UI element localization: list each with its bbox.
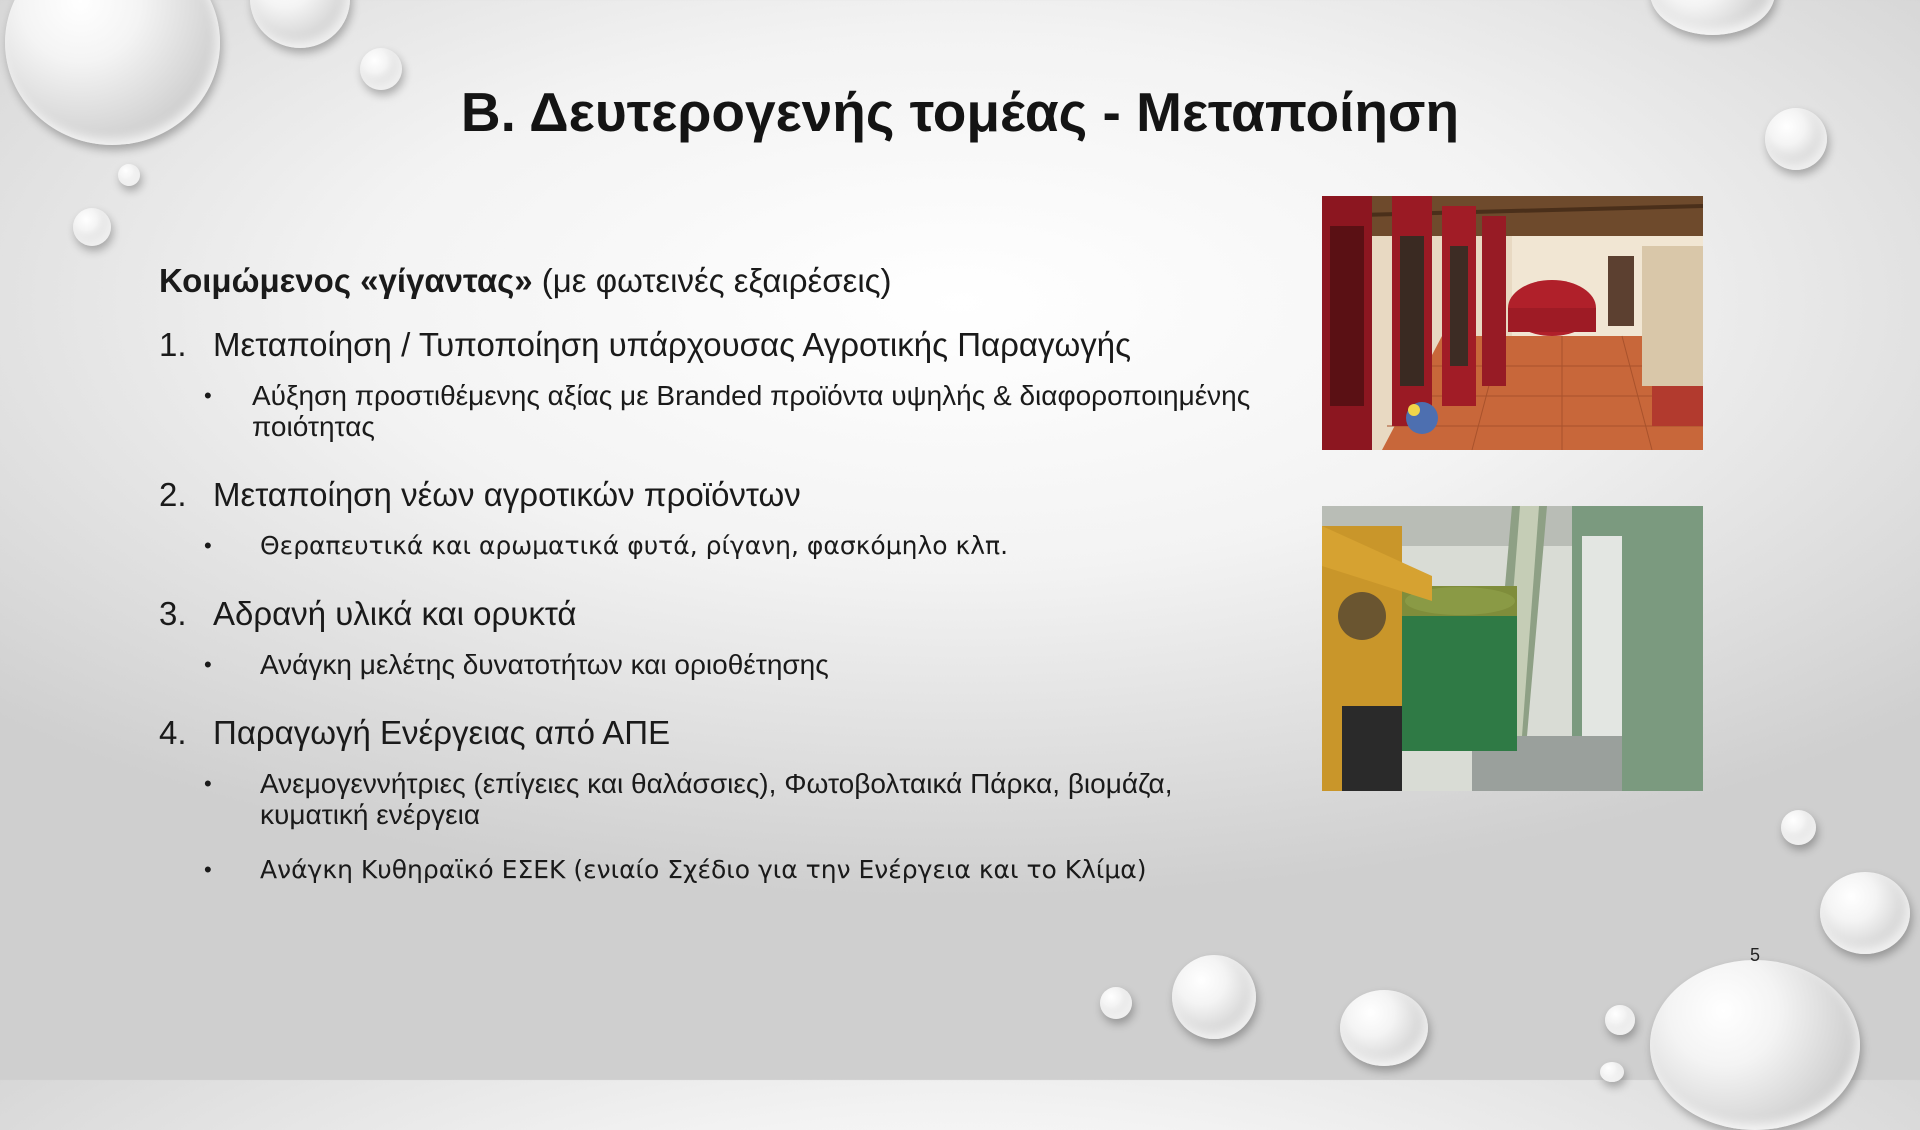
water-drop-decoration <box>250 0 350 48</box>
list-number: 4. <box>159 714 187 751</box>
water-drop-decoration <box>1100 987 1132 1019</box>
list-number: 2. <box>159 476 187 513</box>
sub-bullet-text: Αύξηση προστιθέμενης αξίας με Branded προϊόντα υψηλής & διαφοροποιημένης ποιότητας <box>252 380 1251 442</box>
water-drop-decoration <box>1820 872 1910 954</box>
list-number: 3. <box>159 595 187 632</box>
olive-processing-illustration <box>1322 506 1703 791</box>
sub-bullet <box>159 768 1279 830</box>
list-number: 1. <box>159 326 187 363</box>
water-drop-decoration <box>1650 960 1860 1130</box>
intro-bold: Κοιμώμενος «γίγαντας» <box>159 262 533 299</box>
list-item-3 <box>159 595 1279 633</box>
list-item-text: Αδρανή υλικά και ορυκτά <box>213 595 577 632</box>
list-item-4 <box>159 714 1279 752</box>
sub-bullet-text: Ανάγκη Κυθηραϊκό ΕΣΕΚ (ενιαίο Σχέδιο για την Ενέργεια και το Κλίμα) <box>260 855 1147 884</box>
sub-bullet <box>159 380 1279 442</box>
slide-body <box>159 262 1279 885</box>
bullet-icon: • <box>204 857 212 882</box>
slide-title: Β. Δευτερογενής τομέας - Μεταποίηση <box>460 81 1460 143</box>
list-item-2 <box>159 476 1279 514</box>
bullet-icon: • <box>204 533 212 558</box>
water-drop-decoration <box>1340 990 1428 1066</box>
sub-bullet-text: Ανεμογεννήτριες (επίγειες και θαλάσσιες), Φωτοβολταικά Πάρκα, βιομάζα, κυματική ενέργεια <box>260 768 1173 830</box>
list-item-text: Παραγωγή Ενέργειας από ΑΠΕ <box>213 714 671 751</box>
list-item-1 <box>159 326 1279 364</box>
olive-mill-photo <box>1322 196 1703 450</box>
intro-line <box>159 262 1279 300</box>
water-drop-decoration <box>1600 1062 1624 1082</box>
olive-processing-photo <box>1322 506 1703 791</box>
water-drop-decoration <box>118 164 140 186</box>
bullet-icon: • <box>204 383 212 408</box>
water-drop-decoration <box>1781 810 1816 845</box>
bullet-icon: • <box>204 771 212 796</box>
sub-bullet <box>159 854 1279 885</box>
bullet-icon: • <box>204 652 212 677</box>
list-item-text: Μεταποίηση νέων αγροτικών προϊόντων <box>213 476 801 513</box>
list-item-text: Μεταποίηση / Τυποποίηση υπάρχουσας Αγροτικής Παραγωγής <box>213 326 1131 363</box>
sub-bullet-text: Θεραπευτικά και αρωματικά φυτά, ρίγανη, φασκόμηλο κλπ. <box>260 531 1009 560</box>
page-number: 5 <box>1750 945 1761 965</box>
olive-mill-illustration <box>1322 196 1703 450</box>
water-drop-decoration <box>1172 955 1256 1039</box>
water-drop-decoration <box>1605 1005 1635 1035</box>
sub-bullet <box>159 530 1279 561</box>
sub-bullet-text: Ανάγκη μελέτης δυνατοτήτων και οριοθέτησης <box>260 649 829 680</box>
water-drop-decoration <box>1650 0 1775 35</box>
intro-rest: (με φωτεινές εξαιρέσεις) <box>532 262 892 299</box>
sub-bullet <box>159 649 1279 680</box>
water-drop-decoration <box>73 208 111 246</box>
